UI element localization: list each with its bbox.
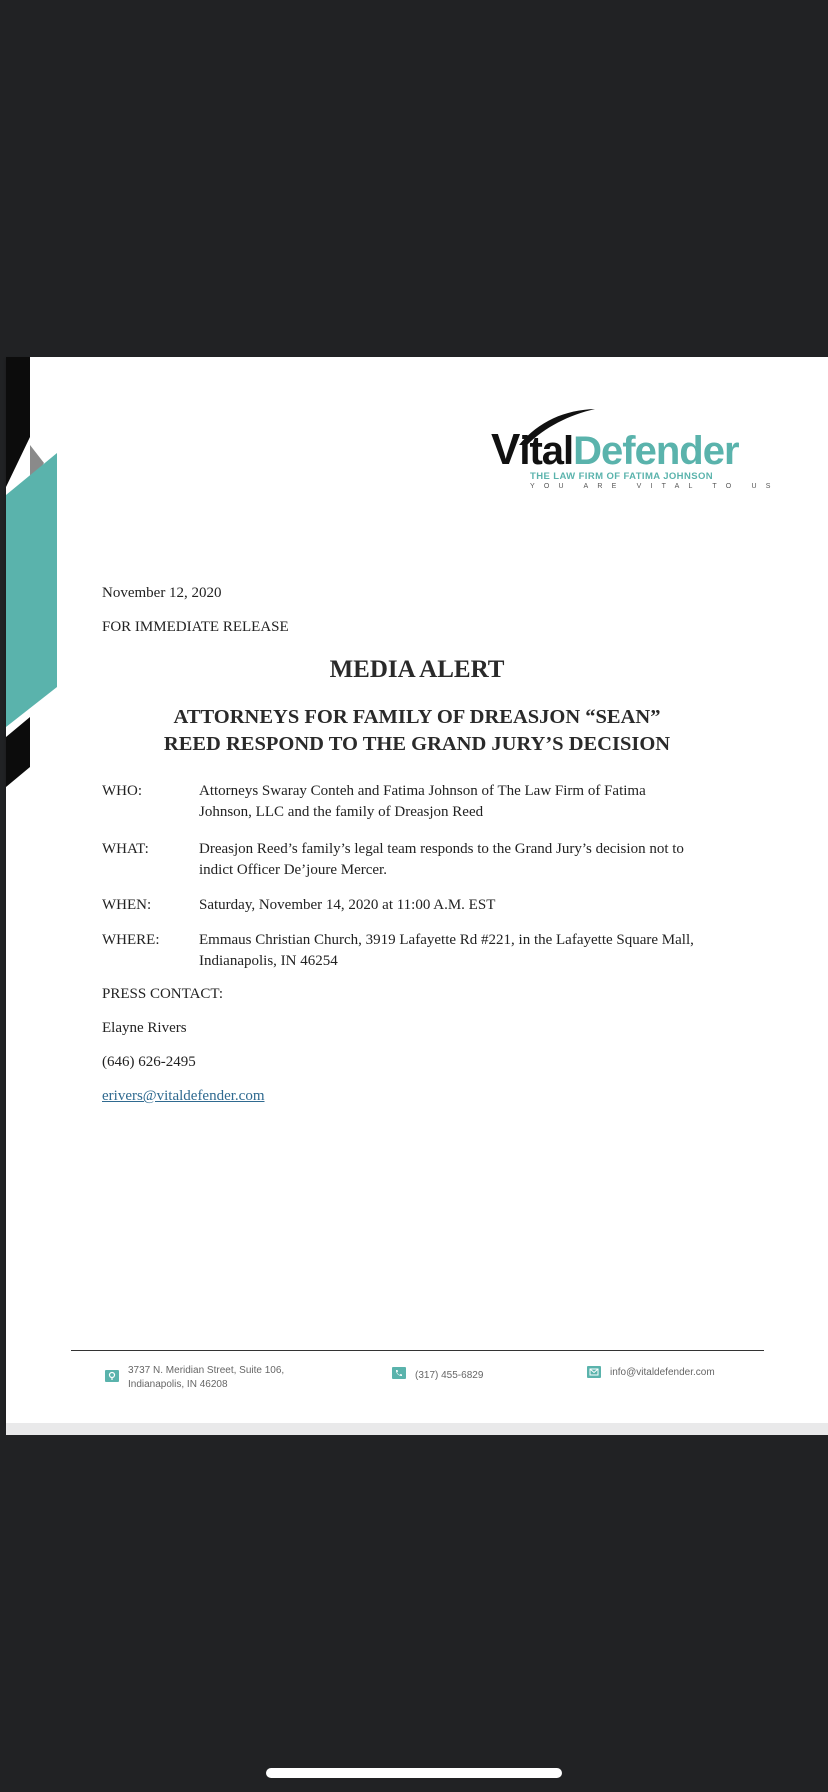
press-contact-label: PRESS CONTACT: [102,986,223,1002]
logo-v: V [491,425,520,474]
logo-tagline: THE LAW FIRM OF FATIMA JOHNSON [530,471,713,482]
where-line-2: Indianapolis, IN 46254 [199,952,338,969]
logo-wordmark [491,425,739,474]
footer-address-line-2: Indianapolis, IN 46208 [128,1379,228,1390]
phone-icon [392,1367,406,1379]
footer-address [128,1364,284,1392]
logo-vital: ital [519,429,574,473]
teal-stripe [6,453,57,727]
release-date: November 12, 2020 [102,585,222,601]
what-line-1: Dreasjon Reed’s family’s legal team responds to the Grand Jury’s decision not to [199,841,684,857]
who-line-2: Johnson, LLC and the family of Dreasjon Reed [199,803,484,820]
when-line-1: Saturday, November 14, 2020 at 11:00 A.M. EST [199,897,496,913]
who-value [199,781,646,822]
media-alert-title: MEDIA ALERT [329,656,505,683]
envelope-icon [587,1366,601,1378]
home-indicator[interactable] [266,1768,562,1778]
headline-line-1: ATTORNEYS FOR FAMILY OF DREASJON “SEAN” [173,706,661,728]
black-stripe-top [6,357,30,487]
where-line-1: Emmaus Christian Church, 3919 Lafayette Rd #221, in the Lafayette Square Mall, [199,932,694,948]
when-value [199,895,495,916]
press-contact-phone: (646) 626-2495 [102,1054,196,1070]
vital-defender-logo [491,407,791,490]
location-pin-icon [105,1370,119,1382]
document-page [6,357,828,1423]
footer-divider [71,1350,764,1351]
footer-email: info@vitaldefender.com [610,1367,715,1378]
press-contact-email-link[interactable]: erivers@vitaldefender.com [102,1088,265,1104]
what-label: WHAT: [102,841,149,857]
who-line-1: Attorneys Swaray Conteh and Fatima Johnson of The Law Firm of Fatima [199,783,646,799]
page-bottom-edge [6,1423,828,1435]
what-line-2: indict Officer De’joure Mercer. [199,861,387,878]
logo-motto: YOU ARE VITAL TO US [530,483,780,490]
what-value [199,839,684,880]
footer-phone: (317) 455-6829 [415,1370,484,1381]
press-contact-name: Elayne Rivers [102,1020,187,1036]
immediate-release: FOR IMMEDIATE RELEASE [102,619,289,635]
footer-address-line-1: 3737 N. Meridian Street, Suite 106, [128,1365,285,1376]
where-value [199,930,694,971]
when-label: WHEN: [102,897,152,913]
who-label: WHO: [102,783,142,799]
where-label: WHERE: [102,932,160,948]
logo-defender: Defender [573,429,739,473]
headline-line-2: REED RESPOND TO THE GRAND JURY’S DECISION [163,733,671,755]
